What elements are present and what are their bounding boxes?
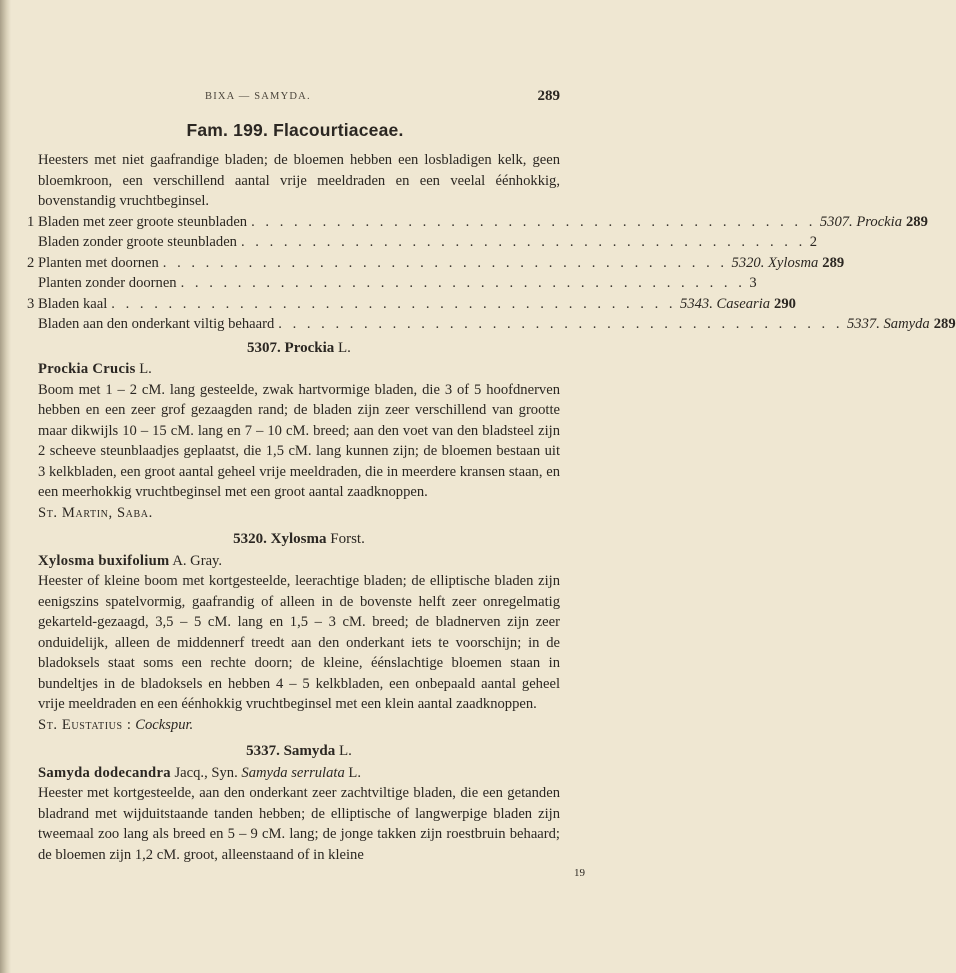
genus-author: L. bbox=[338, 339, 351, 356]
key-ref-page: 289 bbox=[933, 316, 956, 332]
key-reference bbox=[847, 314, 956, 335]
key-text: Bladen aan den onderkant viltig behaard bbox=[38, 316, 275, 332]
key-text: Planten met doornen bbox=[38, 254, 159, 271]
key-ref-number: 5337. bbox=[847, 316, 880, 332]
key-reference bbox=[820, 212, 928, 233]
genus-author: Forst. bbox=[330, 531, 365, 547]
genus-number: 5337. bbox=[246, 743, 280, 759]
key-ref-page: 289 bbox=[906, 213, 928, 230]
species-name: Xylosma buxifolium bbox=[38, 552, 170, 569]
running-head bbox=[30, 88, 560, 107]
key-reference bbox=[680, 294, 796, 315]
key-ref-genus: Casearia bbox=[716, 295, 771, 312]
key-ref-genus: Xylosma bbox=[768, 254, 819, 271]
key-number: 1 bbox=[27, 213, 35, 230]
key-leader-dots: . . . . . . . . . . . . . . . . . . . . . . . . . . . . . . . . . . . . . . . . bbox=[111, 295, 677, 312]
key-row bbox=[38, 314, 956, 335]
genus-heading-samyda bbox=[38, 741, 560, 762]
key-text: Bladen zonder groote steunbladen bbox=[38, 234, 237, 250]
species-author: L. bbox=[139, 361, 152, 377]
genus-name: Xylosma bbox=[270, 531, 327, 547]
genus-heading-xylosma bbox=[38, 529, 560, 550]
synonym-name: Samyda serrulata bbox=[241, 764, 345, 781]
synonym-label: Syn. bbox=[211, 764, 238, 781]
species-author: Jacq., bbox=[174, 764, 208, 781]
key-number: 3 bbox=[27, 295, 35, 312]
key-text: Bladen kaal bbox=[38, 295, 108, 312]
key-ref-genus: Prockia bbox=[856, 213, 902, 230]
page-spine-shadow bbox=[0, 0, 11, 973]
genus-name: Samyda bbox=[283, 743, 336, 759]
key-ref-lead: 2 bbox=[809, 234, 818, 250]
species-description-xylosma: Heester of kleine boom met kortgesteelde, leerachtige bladen; de elliptische bladen zijn eenigszins spatelvormig, gaafrandig of alleen in de bovenste helft zeer onregelmatig gekarteld-gezaagd, 3,5 – 5 cM. lang en 1,5 – 3 cM. breed; de bladnerven zijn zeer onduidelijk, alleen de middennerf treedt aan den onderkant iets te voorschijn; in de bladoksels staat soms een rechte doorn; de kleine, éénslachtige bloemen staan in bundeltjes in de bladoksels en hebben 4 – 5 kelkbladen, een onbepaald aantal geheel vrije meeldraden en een éénhokkig vruchtbeginsel met een klein aantal zaadknoppen. bbox=[38, 573, 560, 712]
key-reference bbox=[749, 273, 756, 294]
species-line-samyda-dodecandra bbox=[38, 763, 560, 784]
key-leader-dots: . . . . . . . . . . . . . . . . . . . . . . . . . . . . . . . . . . . . . . . . bbox=[162, 254, 728, 271]
species-description-prockia: Boom met 1 – 2 cM. lang gesteelde, zwak hartvormige bladen, die 3 of 5 hoofdnerven hebben en een zeer grof gezaagden rand; de bladen zijn zeer verschillend van grootte maar dikwijls 10 – 15 cM. lang en 7 – 10 cM. breed; aan den voet van den bladsteel zijn 2 scheeve steunblaadjes geplaatst, die 1,5 cM. lang kunnen zijn; de bloemen bestaan uit 3 kelkbladen, een groot aantal geheel vrije meeldraden, die in meerdere kransen staan, en een meerhokkig vruchtbeginsel met een groot aantal zaadknoppen. bbox=[38, 381, 560, 500]
key-ref-number: 5307. bbox=[819, 213, 853, 230]
key-ref-number: 5343. bbox=[680, 295, 713, 312]
family-intro: Heesters met niet gaafrandige bladen; de bloemen hebben een losbladigen kelk, geen bloemkroon, een verschillend aantal vrije meeldraden en een veelal éénhokkig, bovenstandig vruchtbeginsel. bbox=[38, 152, 560, 209]
identification-key bbox=[27, 212, 956, 335]
locality-prockia bbox=[38, 503, 560, 524]
key-ref-genus: Samyda bbox=[883, 316, 930, 332]
book-page bbox=[27, 0, 956, 973]
key-leader-dots: . . . . . . . . . . . . . . . . . . . . . . . . . . . . . . . . . . . . . . . . bbox=[251, 213, 816, 230]
key-row bbox=[27, 294, 796, 315]
species-line-prockia-crucis bbox=[38, 359, 560, 380]
species-line-xylosma-buxifolium bbox=[38, 551, 560, 572]
key-row bbox=[38, 232, 818, 253]
synonym-author: L. bbox=[348, 764, 361, 781]
key-row bbox=[27, 253, 845, 274]
genus-author: L. bbox=[339, 743, 352, 759]
genus-heading-prockia bbox=[38, 338, 560, 359]
key-leader-dots: . . . . . . . . . . . . . . . . . . . . . . . . . . . . . . . . . . . . . . . . bbox=[278, 316, 843, 332]
running-title: BIXA — SAMYDA. bbox=[205, 91, 311, 102]
body-text bbox=[27, 150, 956, 865]
genus-name: Prockia bbox=[284, 339, 335, 356]
key-reference bbox=[732, 253, 845, 274]
key-row bbox=[27, 212, 928, 233]
genus-number: 5307. bbox=[247, 339, 281, 356]
key-ref-page: 289 bbox=[822, 254, 845, 271]
family-heading: Fam. 199. Flacourtiaceae. bbox=[186, 120, 404, 140]
locality-islands: St. Martin, Saba. bbox=[38, 504, 153, 521]
key-row bbox=[38, 273, 757, 294]
genus-number: 5320. bbox=[233, 531, 267, 547]
locality-common-name: Cockspur. bbox=[135, 716, 194, 733]
species-author: A. Gray. bbox=[172, 552, 223, 569]
key-ref-lead: 3 bbox=[749, 275, 757, 291]
key-text: Bladen met zeer groote steunbladen bbox=[38, 213, 248, 230]
key-leader-dots: . . . . . . . . . . . . . . . . . . . . . . . . . . . . . . . . . . . . . . . . bbox=[180, 275, 746, 291]
key-leader-dots: . . . . . . . . . . . . . . . . . . . . . . . . . . . . . . . . . . . . . . . . bbox=[240, 234, 806, 250]
key-number: 2 bbox=[27, 254, 35, 271]
key-ref-number: 5320. bbox=[731, 254, 765, 271]
locality-xylosma bbox=[38, 715, 560, 736]
species-name: Prockia Crucis bbox=[38, 361, 136, 377]
key-text: Planten zonder doornen bbox=[38, 275, 177, 291]
species-description-samyda: Heester met kortgesteelde, aan den onderkant zeer zachtviltige bladen, die een getanden bladrand met wijduitstaande tanden hebben; de elliptische of langwerpige bladen zijn tweemaal zoo lang als breed en 5 – 9 cM. lang; de jonge takken zijn roestbruin behaard; de bloemen zijn 1,2 cM. groot, alleenstaand of in kleine bbox=[38, 785, 560, 863]
signature-mark: 19 bbox=[574, 867, 585, 879]
species-name: Samyda dodecandra bbox=[38, 764, 171, 781]
key-reference bbox=[810, 232, 817, 253]
locality-islands: St. Eustatius : bbox=[38, 716, 132, 733]
page-number: 289 bbox=[537, 88, 560, 104]
key-ref-page: 290 bbox=[774, 295, 796, 312]
